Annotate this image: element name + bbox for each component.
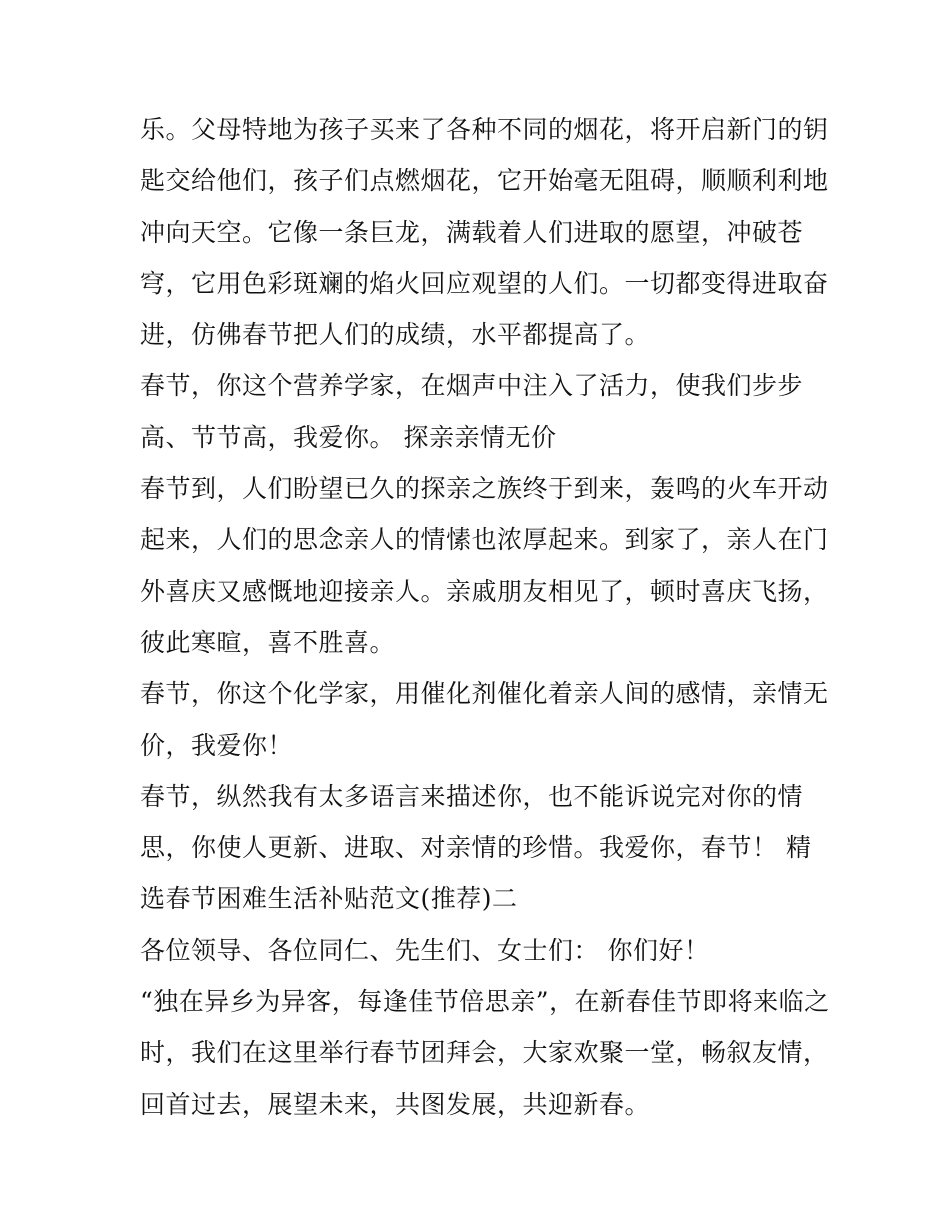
- text-line: 选春节困难生活补贴范文(推荐)二: [140, 884, 518, 914]
- text-line: 春节，你这个化学家，用催化剂催化着亲人间的感情，亲情无: [140, 679, 829, 709]
- text-line: 春节，纵然我有太多语言来描述你，也不能诉说完对你的情: [140, 781, 804, 811]
- text-line: 乐。父母特地为孩子买来了各种不同的烟花，将开启新门的钥: [140, 115, 829, 144]
- text-line: 价，我爱你！: [140, 730, 294, 760]
- text-line: 高、节节高，我爱你。 探亲亲情无价: [140, 422, 557, 452]
- text-line: 各位领导、各位同仁、先生们、女士们： 你们好！: [140, 935, 710, 965]
- text-line: 匙交给他们，孩子们点燃烟花，它开始毫无阻碍，顺顺利利地: [140, 166, 829, 196]
- text-line: 春节，你这个营养学家，在烟声中注入了活力，使我们步步: [140, 371, 804, 401]
- text-line: 外喜庆又感慨地迎接亲人。亲戚朋友相见了，顿时喜庆飞扬，: [140, 576, 829, 606]
- text-line: 彼此寒暄，喜不胜喜。: [140, 627, 396, 657]
- document-body: [140, 104, 830, 1130]
- text-line: 时，我们在这里举行春节团拜会，大家欢聚一堂，畅叙友情，: [140, 1038, 829, 1068]
- text-line: 进，仿佛春节把人们的成绩，水平都提高了。: [140, 320, 651, 350]
- text-line: “独在异乡为异客，每逢佳节倍思亲”，在新春佳节即将来临之: [140, 987, 830, 1017]
- text-line: 思，你使人更新、进取、对亲情的珍惜。我爱你，春节！ 精: [140, 833, 812, 863]
- text-line: 回首过去，展望未来，共图发展，共迎新春。: [140, 1089, 651, 1119]
- text-line: 春节到，人们盼望已久的探亲之族终于到来，轰鸣的火车开动: [140, 474, 829, 504]
- text-line: 起来，人们的思念亲人的情愫也浓厚起来。到家了，亲人在门: [140, 525, 829, 555]
- text-line: 穹，它用色彩斑斓的焰火回应观望的人们。一切都变得进取奋: [140, 268, 829, 298]
- text-line: 冲向天空。它像一条巨龙，满载着人们进取的愿望，冲破苍: [140, 217, 804, 247]
